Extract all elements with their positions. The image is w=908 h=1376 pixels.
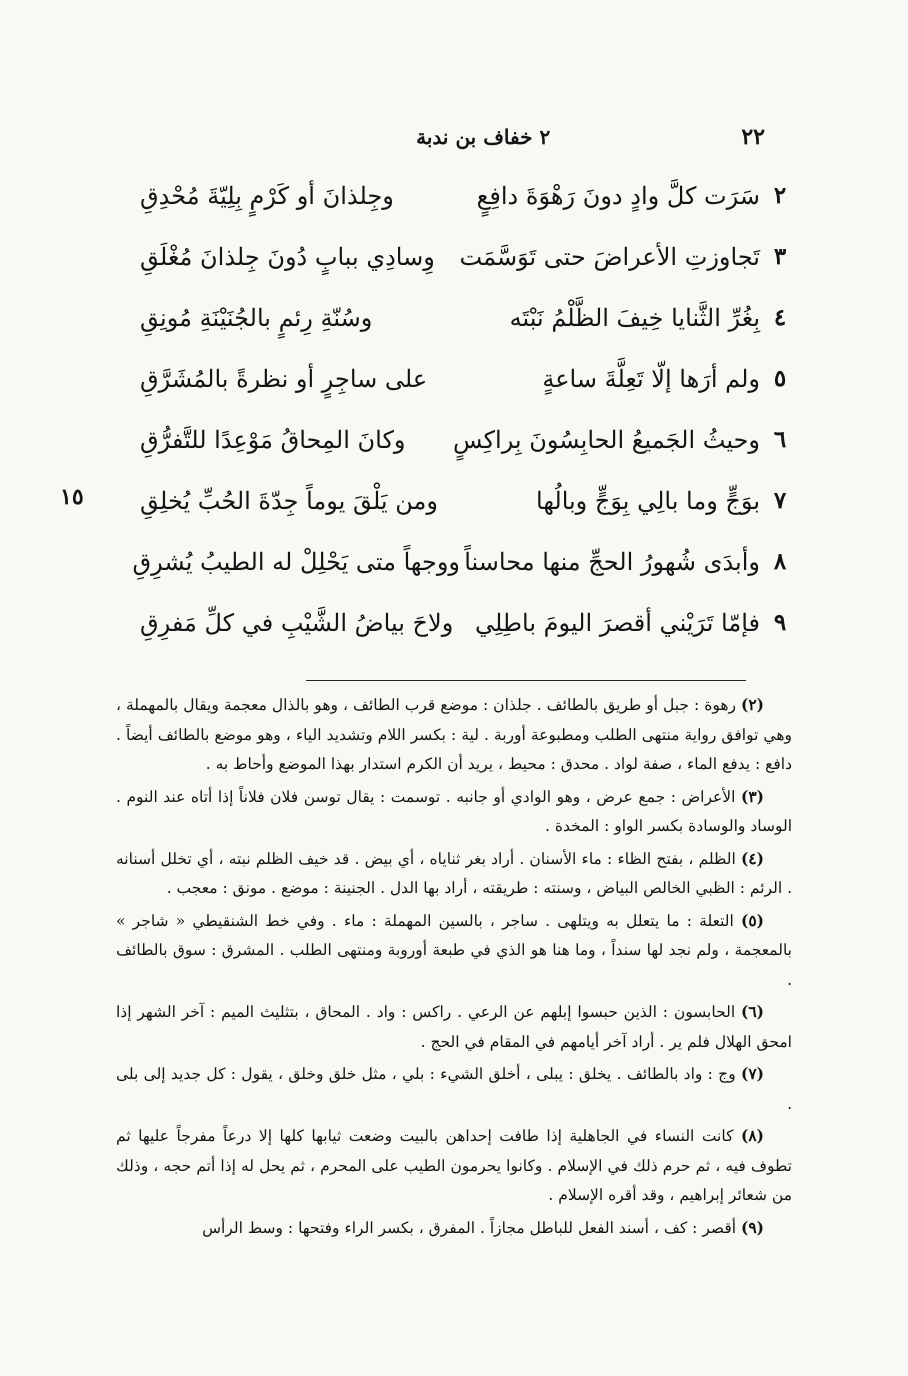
footnote-text: الظلم ، بفتح الظاء : ماء الأسنان . أراد بغر ثناياه ، أي بيض . قد خيف الظلم نبته ، أي تخلل أسنانه . الرئم : الظبي الخالص البياض ، وسنته : طريقته ، أراد بها الدل . الجنينة : موضع . مونق : معجب .: [116, 849, 792, 897]
footnote: [116, 1059, 792, 1119]
page-number: ٢٢: [741, 124, 765, 150]
footnote-divider: [306, 680, 746, 681]
footnote-number: (٥): [740, 910, 764, 930]
verse-number: ٨: [773, 548, 787, 575]
footnote: [116, 906, 792, 996]
verse-number: ٧: [773, 487, 787, 514]
first-hemistich: سَرَت كلَّ وادٍ دونَ رَهْوَةَ دافِعٍ: [476, 181, 760, 210]
footnote-text: كانت النساء في الجاهلية إذا طافت إحداهن بالبيت وضعت ثيابها كلها إلا درعاً مفرجاً عليها ثم تطوف فيه ، ثم حرم ذلك في الإسلام . وكانوا يحرمون الطيب على المحرم ، ثم يحل له إذا أتم حجه ، وذلك من شعائر إبراهيم ، وقد أقره الإسلام .: [116, 1127, 792, 1204]
footnote: [116, 690, 792, 780]
footnote-number: (٨): [740, 1126, 764, 1145]
second-hemistich: ومن يَلْقَ يوماً جِدّةَ الحُبِّ يُخلِقِ: [140, 486, 438, 515]
verse-number: ٣: [773, 243, 787, 270]
verse-number: ٩: [773, 609, 787, 636]
verse: [120, 592, 800, 653]
verse: [120, 470, 800, 531]
footnote: [116, 1121, 792, 1211]
page-header: [345, 122, 765, 152]
footnote-number: (٢): [740, 695, 764, 714]
footnote: [116, 997, 792, 1057]
footnote-number: (٦): [741, 1002, 765, 1021]
first-hemistich: وحيثُ الجَميعُ الحابِسُونَ بِراكِسٍ: [453, 425, 760, 454]
second-hemistich: وِسادِي ببابٍ دُونَ جِلذانَ مُغْلَقِ: [140, 242, 435, 271]
second-hemistich: وجِلذانَ أو كَرْمٍ بِلِيّةَ مُحْدِقِ: [140, 181, 394, 210]
verse: [120, 348, 800, 409]
verse: [120, 165, 800, 226]
first-hemistich: فإمّا تَرَيْني أقصرَ اليومَ باطِلِي: [474, 608, 760, 637]
verse-number: ٦: [773, 426, 787, 453]
second-hemistich: وكانَ المِحاقُ مَوْعِدًا للتَّفرُّقِ: [140, 425, 406, 454]
footnote-number: (٣): [740, 786, 764, 806]
footnote: [116, 1213, 792, 1244]
verse: [120, 226, 800, 287]
verse: [120, 531, 800, 592]
second-hemistich: وسُنّةِ رِئمٍ بالجُنَيْنَةِ مُونِقِ: [140, 303, 373, 332]
first-hemistich: وأبدَى شُهورُ الحجِّ منها محاسناً: [464, 547, 760, 576]
footnote: [116, 844, 792, 904]
second-hemistich: على ساجِرٍ أو نظرةً بالمُشَرَّقِ: [140, 364, 428, 393]
poem: [120, 165, 800, 653]
footnote-text: الحابسون : الذين حبسوا إبلهم عن الرعي . راكس : واد . المحاق ، بتثليث الميم : آخر الشهر إذا امحق الهلال فلم ير . أراد آخر أيامهم في المقام في الحج .: [116, 1003, 792, 1051]
footnote-text: رهوة : جبل أو طريق بالطائف . جلذان : موضع قرب الطائف ، وهو بالذال معجمة ويقال بالمهملة ، وهي توافق رواية منتهى الطلب ومطبوعة أوربة . لية : بكسر اللام وتشديد الياء ، وهو موضع بالطائف أيضاً . دافع : يدفع الماء ، صفة لواد . محدق : محيط ، يريد أن الكرم استدار بهذا الموضع وأحاط به .: [116, 696, 792, 773]
footnote-number: (٧): [740, 1064, 764, 1083]
second-hemistich: ولاحَ بياضُ الشَّيْبِ في كلِّ مَفرِقِ: [140, 608, 454, 637]
verse: [120, 287, 800, 348]
footnote-text: الأعراض : جمع عرض ، وهو الوادي أو جانبه . توسمت : يقال توسن فلان فلاناً إذا أتاه عند النوم . الوساد والوسادة بكسر الواو : المخدة .: [116, 787, 792, 835]
first-hemistich: بوَجٍّ وما بالِي بِوَجٍّ وبالُها: [536, 486, 760, 515]
running-title: ٢ خفاف بن ندبة: [416, 125, 551, 149]
first-hemistich: بِغُرِّ الثَّنايا خِيفَ الظَّلْمُ نَبْتَه: [509, 303, 760, 332]
first-hemistich: تَجاوزتِ الأعراضَ حتى تَوَسَّمَت: [459, 242, 760, 271]
footnote-text: أقصر : كف ، أسند الفعل للباطل مجازاً . المفرق ، بكسر الراء وفتحها : وسط الرأس: [202, 1218, 737, 1237]
footnote: [116, 782, 792, 842]
second-hemistich: ووجهاً متى يَحْلِلْ له الطيبُ يُشرِقِ: [132, 547, 460, 576]
verse-number: ٥: [773, 365, 787, 392]
footnote-number: (٤): [740, 848, 764, 868]
verse: [120, 409, 800, 470]
footnote-text: التعلة : ما يتعلل به ويتلهى . ساجر ، بالسين المهملة : ماء . وفي خط الشنقيطي « شاجر » بالمعجمة ، ولم نجد لها سنداً ، وما هنا هو الذي في طبعة أوروبة ومنتهى الطلب . المشرق : سوق بالطائف .: [116, 911, 792, 989]
margin-line-number: ١٥: [60, 484, 84, 510]
verse-number: ٢: [773, 182, 787, 209]
footnote-number: (٩): [740, 1217, 764, 1237]
first-hemistich: ولم أرَها إلّا تَعِلَّةَ ساعةٍ: [542, 364, 760, 393]
verse-number: ٤: [773, 304, 787, 331]
footnote-text: وج : واد بالطائف . يخلق : يبلى ، أخلق الشيء : بلي ، مثل خلق وخلق ، يقول : كل جديد إلى بلى .: [116, 1065, 792, 1113]
footnotes: [116, 690, 792, 1245]
